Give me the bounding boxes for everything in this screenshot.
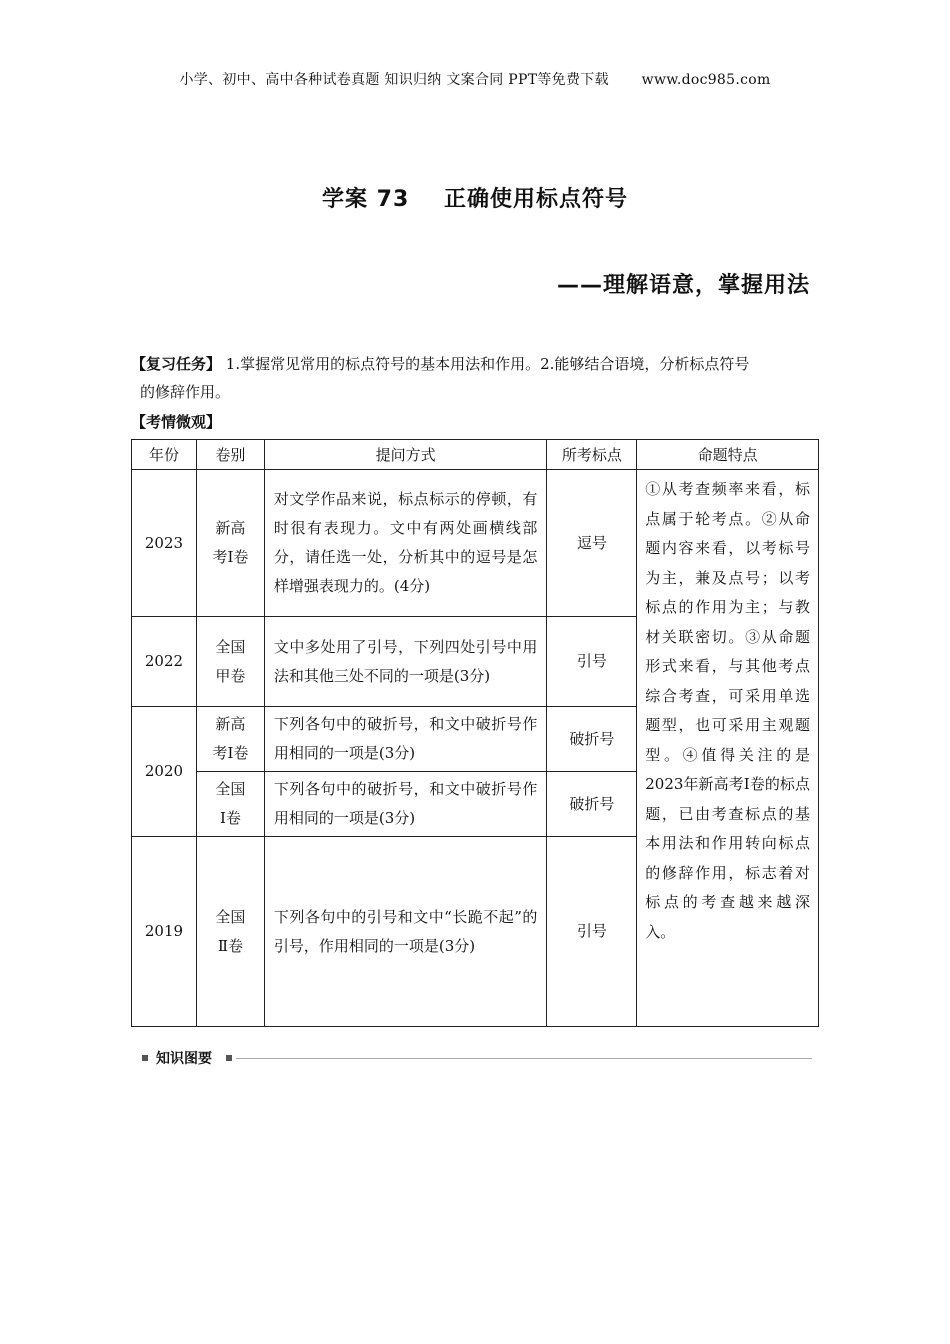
page-subtitle: ——理解语意，掌握用法 [556, 273, 810, 298]
cell-question: 下列各句中的引号和文中“长跪不起”的引号，作用相同的一项是(3分) [264, 837, 547, 1027]
table-row [132, 470, 819, 617]
cell-year: 2023 [132, 470, 197, 617]
exam-overview-table [131, 439, 819, 1027]
cell-mark: 破折号 [547, 707, 637, 772]
cell-paper: 新高考Ⅰ卷 [196, 707, 264, 772]
cell-mark: 破折号 [547, 772, 637, 837]
header-features: 命题特点 [637, 440, 819, 470]
cell-mark: 引号 [547, 617, 637, 707]
bullet-square-icon [226, 1055, 232, 1061]
table-header-row [132, 440, 819, 470]
cell-question: 下列各句中的破折号，和文中破折号作用相同的一项是(3分) [264, 707, 547, 772]
header-site: www.doc985.com [641, 72, 771, 88]
review-line2: 的修辞作用。 [140, 383, 231, 401]
cell-year: 2019 [132, 837, 197, 1027]
page-title [0, 182, 950, 213]
header-paper: 卷别 [196, 440, 264, 470]
knowledge-label: 知识图要 [156, 1051, 212, 1067]
header-text: 小学、初中、高中各种试卷真题 知识归纳 文案合同 PPT等免费下载 [179, 72, 609, 88]
header-question: 提问方式 [264, 440, 547, 470]
review-line1: 1.掌握常见常用的标点符号的基本用法和作用。2.能够结合语境，分析标点符号 [225, 355, 750, 373]
cell-year: 2020 [132, 707, 197, 837]
cell-question: 对文学作品来说，标点标示的停顿，有时很有表现力。文中有两处画横线部分，请任选一处，分析其中的逗号是怎样增强表现力的。(4分) [264, 470, 547, 617]
divider-line [236, 1058, 812, 1059]
knowledge-section-header [142, 1048, 812, 1068]
cell-features: ①从考查频率来看，标点属于轮考点。②从命题内容来看，以考标号为主，兼及点号；以考标点的作用为主；与教材关联密切。③从命题形式来看，与其他考点综合考查，可采用单选题型，也可采用主观题型。④值得关注的是2023年新高考Ⅰ卷的标点题，已由考查标点的基本用法和作用转向标点的修辞作用，标志着对标点的考查越来越深入。 [637, 470, 819, 1027]
cell-mark: 引号 [547, 837, 637, 1027]
cell-question: 下列各句中的破折号，和文中破折号作用相同的一项是(3分) [264, 772, 547, 837]
cell-paper: 新高考Ⅰ卷 [196, 470, 264, 617]
cell-paper: 全国Ⅱ卷 [196, 837, 264, 1027]
header-year: 年份 [132, 440, 197, 470]
title-main: 正确使用标点符号 [443, 187, 628, 212]
cell-question: 文中多处用了引号，下列四处引号中用法和其他三处不同的一项是(3分) [264, 617, 547, 707]
review-label: 【复习任务】 [131, 355, 222, 373]
overview-label: 【考情微观】 [131, 413, 222, 431]
title-number: 学案 73 [322, 187, 410, 212]
cell-year: 2022 [132, 617, 197, 707]
header-mark: 所考标点 [547, 440, 637, 470]
cell-paper: 全国甲卷 [196, 617, 264, 707]
page-header [0, 69, 950, 89]
cell-mark: 逗号 [547, 470, 637, 617]
cell-paper: 全国Ⅰ卷 [196, 772, 264, 837]
review-task [131, 350, 821, 406]
bullet-square-icon [142, 1055, 148, 1061]
